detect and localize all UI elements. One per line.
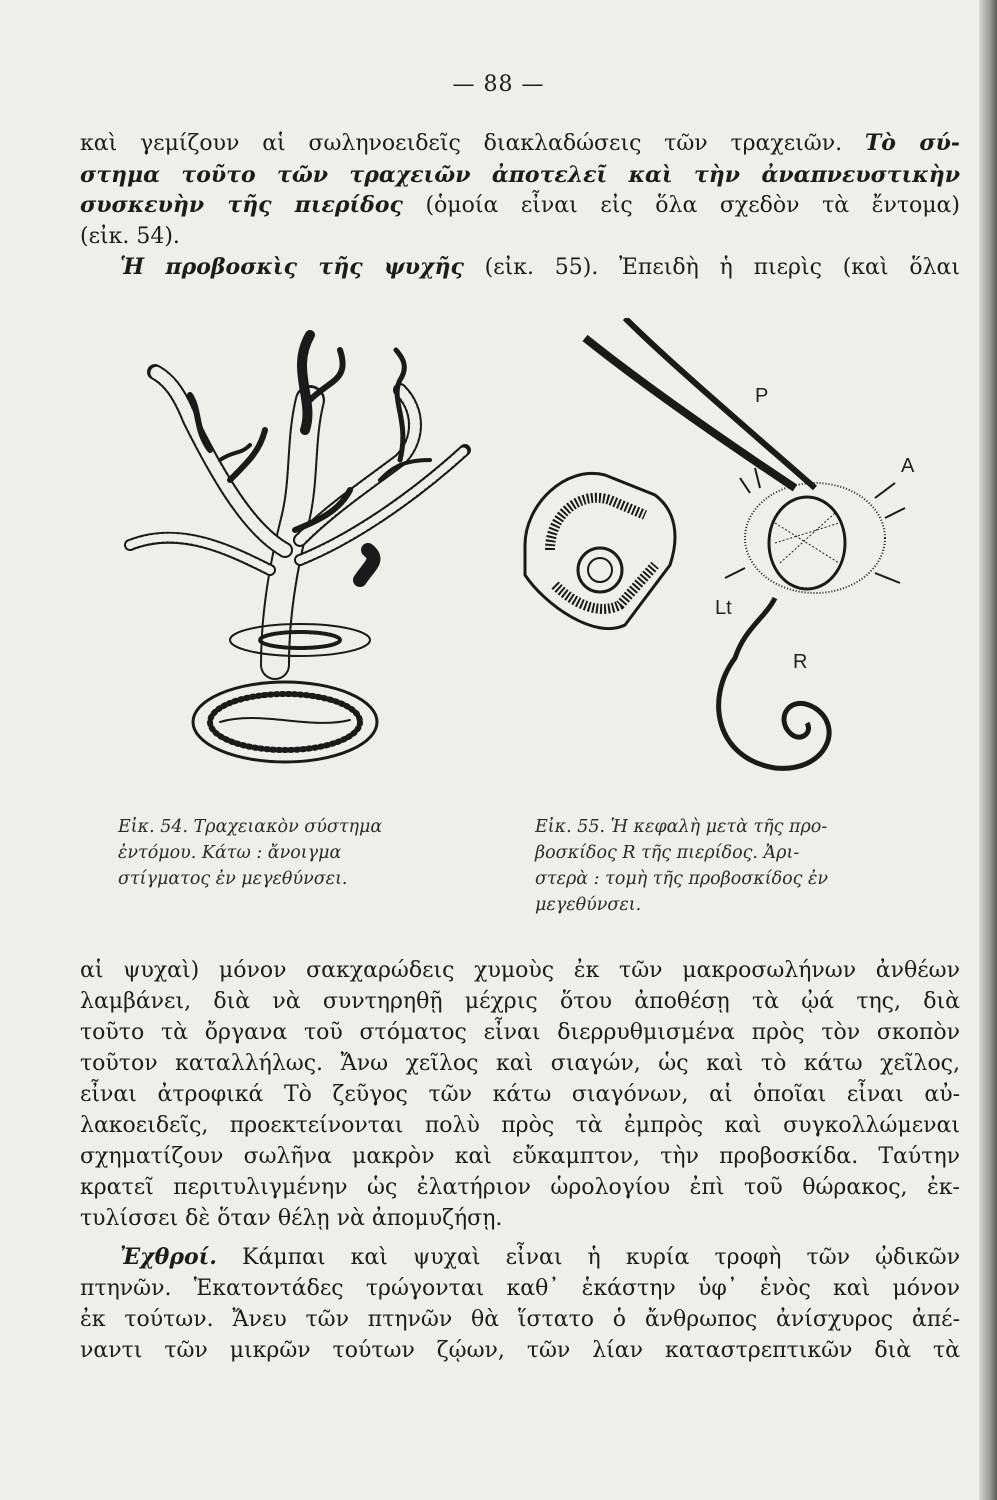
body-paragraph bbox=[80, 955, 960, 1234]
figure-55-head-proboscis bbox=[575, 318, 945, 788]
text-line: τοῦτο τὰ ὄργανα τοῦ στόματος εἶναι διερρυθμισμένα πρὸς τὸν σκοπὸν bbox=[80, 1020, 960, 1045]
caption-figure-54: Εἰκ. 54. Τραχειακὸν σύστημα ἐντόμου. Κάτω : ἄνοιγμα στίγματος ἐν μεγεθύνσει. bbox=[118, 817, 383, 889]
text-line: τυλίσσει δὲ ὅταν θέλῃ νὰ ἀπομυζήσῃ. bbox=[80, 1206, 503, 1231]
enemies-heading-line: Ἐχθροί. Κάμπαι καὶ ψυχαὶ εἶναι ἡ κυρία τροφὴ τῶν ᾠδικῶν bbox=[120, 1244, 960, 1270]
page-number: — 88 — bbox=[452, 72, 545, 97]
figure-54-tracheal-system bbox=[100, 310, 480, 790]
proboscis-heading-line: Ἡ προβοσκὶς τῆς ψυχῆς (εἰκ. 55). Ἐπειδὴ ἡ πιερὶς (καὶ ὅλαι bbox=[120, 254, 960, 280]
caption-figure-55: Εἰκ. 55. Ἡ κεφαλὴ μετὰ τῆς προ- βοσκίδος R τῆς πιερίδος. Ἀρι- στερὰ : τομὴ τῆς προβοσκίδος ἐν μεγεθύνσει. bbox=[535, 817, 829, 915]
text-line: ναντι τῶν μικρῶν τούτων ζῴων, τῶν λίαν καταστρεπτικῶν διὰ τὰ bbox=[80, 1338, 960, 1363]
enemies-paragraph bbox=[80, 1242, 960, 1366]
label-lt: Lt bbox=[715, 597, 732, 619]
text-line: εἶναι ἀτροφικά Τὸ ζεῦγος τῶν κάτω σιαγόνων, αἱ ὁποῖαι εἶναι αὐ- bbox=[80, 1082, 960, 1107]
text-line: πτηνῶν. Ἑκατοντάδες τρώγονται καθ᾽ ἑκάστην ὑφ᾽ ἑνὸς καὶ μόνον bbox=[80, 1276, 960, 1301]
text-line: λαμβάνει, διὰ νὰ συντηρηθῇ μέχρις ὅτου ἀποθέσῃ τὰ ᾠά της, διὰ bbox=[80, 989, 960, 1014]
enemies-heading: Ἐχθροί. bbox=[120, 1244, 217, 1270]
text-line: συσκευὴν τῆς πιερίδος (ὁμοία εἶναι εἰς ὅλα σχεδὸν τὰ ἔντομα) bbox=[80, 192, 960, 218]
page-edge-shadow bbox=[979, 0, 997, 1500]
label-p: P bbox=[755, 385, 769, 407]
text-line: τοῦτον καταλλήλως. Ἄνω χεῖλος καὶ σιαγών, ὡς καὶ τὸ κάτω χεῖλος, bbox=[80, 1051, 960, 1076]
text-line: καὶ γεμίζουν αἱ σωληνοειδεῖς διακλαδώσεις τῶν τραχειῶν. Τὸ σύ- bbox=[80, 130, 960, 156]
text-line: στημα τοῦτο τῶν τραχειῶν ἀποτελεῖ καὶ τὴν ἀναπνευστικὴν bbox=[80, 161, 960, 188]
text-line: λακοειδεῖς, προεκτείνονται πολὺ πρὸς τὰ ἐμπρὸς καὶ συγκολλώμεναι bbox=[80, 1113, 960, 1138]
text-line: ἐκ τούτων. Ἄνευ τῶν πτηνῶν θὰ ἵστατο ὁ ἄνθρωπος ἀνίσχυρος ἀπέ- bbox=[80, 1307, 960, 1332]
text-line: αἱ ψυχαὶ) μόνον σακχαρώδεις χυμοὺς ἐκ τῶν μακροσωλήνων ἀνθέων bbox=[80, 958, 960, 983]
label-r: R bbox=[793, 651, 808, 673]
text-line: (εἰκ. 54). bbox=[80, 223, 180, 249]
text-line: κρατεῖ περιτυλιγμένην ὡς ἐλατήριον ὡρολογίου ἐπὶ τοῦ θώρακος, ἐκ- bbox=[80, 1175, 960, 1200]
proboscis-heading: Ἡ προβοσκὶς τῆς ψυχῆς bbox=[120, 254, 464, 280]
top-paragraph bbox=[80, 128, 960, 284]
text-line: σχηματίζουν σωλῆνα μακρὸν καὶ εὔκαμπτον, τὴν προβοσκίδα. Ταύτην bbox=[80, 1144, 960, 1169]
label-a: A bbox=[901, 455, 915, 477]
